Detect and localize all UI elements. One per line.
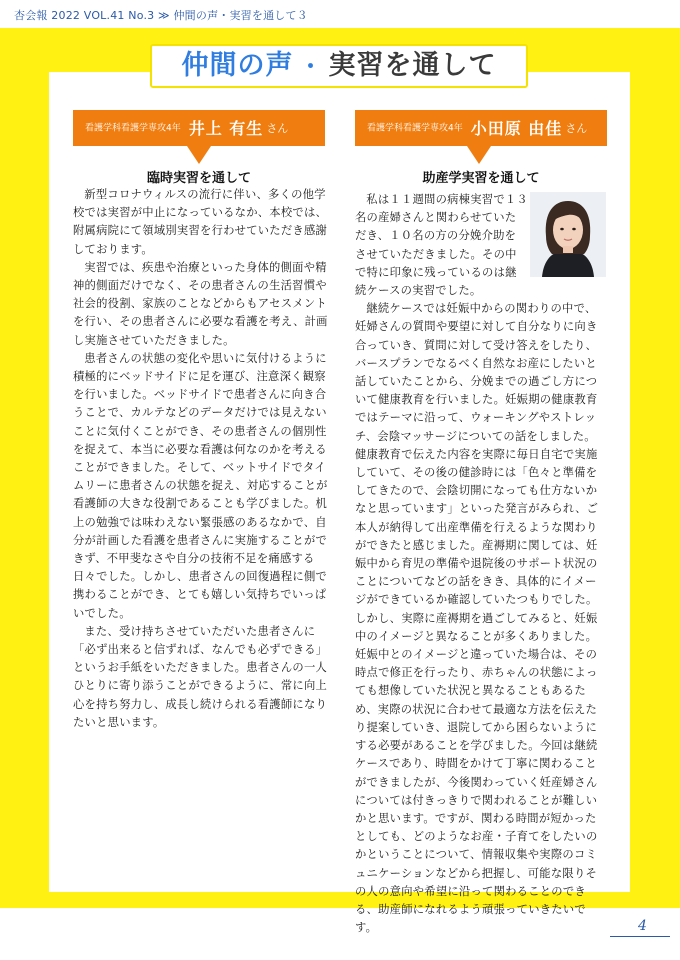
right-intro-line: で特に印象に残っているのは継 [355, 265, 517, 279]
right-department: 看護学科看護学専攻4年 [367, 123, 463, 134]
right-student-name: 小田原 由佳 [470, 118, 563, 138]
right-intro-line: 名の産婦さんと関わらせていた [355, 211, 517, 225]
right-intro-line: 続ケースの実習でした。 [355, 284, 482, 298]
right-banner-pointer [467, 146, 491, 164]
page-number: 4 [638, 918, 647, 934]
left-article-body [73, 186, 331, 732]
right-article-body [355, 191, 605, 937]
right-name-banner [355, 110, 607, 146]
running-header: 杏会報 2022 VOL.41 No.3 ≫ 仲間の声・実習を通して３ [14, 9, 308, 22]
left-paragraph: 実習では、疾患や治療といった身体的側面や精神的側面だけでなく、その患者さんの生活習慣や社会的役割、家族のことなどからもアセスメントを行い、その患者さんに必要な看護を考え、計画し実施させていただきました。 [73, 260, 328, 347]
left-paragraph: 患者さんの状態の変化や思いに気付けるように積極的にベッドサイドに足を運び、注意深く観察を行いました。ベッドサイドで患者さんに向き合うことで、カルテなどのデータだけでは見えないことに気付くことができ、その患者さんの個別性を捉えて、本当に必要な看護は何なのかを考えることができました。そして、ベットサイドでタイムリーに患者さんの状態を捉え、対応することが看護師の大きな役割であることも学びました。机上の勉強では味わえない緊張感のあるなかで、自分が計画した看護を患者さんに実施することができず、不甲斐なさや自分の技術不足を痛感する日々でした。しかし、患者さんの回復過程に側で携わることができ、とても嬉しい気持ちでいっぱいでした。 [73, 351, 328, 620]
page-number-rule [610, 936, 670, 937]
right-intro-line: させていただきました。その中 [355, 247, 517, 261]
left-honorific: さん [266, 121, 289, 135]
page-title [150, 44, 528, 88]
left-paragraph: 新型コロナウィルスの流行に伴い、多くの他学校では実習が中止になっているなか、本校では、附属病院にて領域別実習を行わせていただき感謝しております。 [73, 188, 328, 256]
right-subtitle: 助産学実習を通して [422, 171, 540, 186]
left-name-banner [73, 110, 325, 146]
right-intro-line: 私は１１週間の病棟実習で１３ [366, 193, 528, 206]
title-part1: 仲間の声 [181, 50, 294, 81]
left-paragraph: また、受け持ちさせていただいた患者さんに「必ず出来ると信ずれば、なんでも必ずできる」というお手紙をいただきました。患者さんの一人ひとりに寄り添うことができるように、常に向上心を持ち努力し、成長し続けられる看護師になりたいと思います。 [73, 624, 328, 729]
left-banner-pointer [187, 146, 211, 164]
right-intro-line: だき、１０名の方の分娩介助を [355, 229, 517, 243]
left-subtitle: 臨時実習を通して [146, 171, 251, 186]
title-part2: 実習を通して [328, 50, 497, 81]
left-student-name: 井上 有生 [188, 118, 264, 138]
right-honorific: さん [565, 121, 588, 135]
title-separator: ・ [299, 55, 323, 80]
left-department: 看護学科看護学専攻4年 [85, 123, 181, 134]
right-paragraph: 継続ケースでは妊娠中からの関わりの中で、妊婦さんの質問や要望に対して自分なりに向き合っていき、質問に対して受け答えをしたり、バースプランでなるべく自然なお産にしたいと話していたことから、分娩までの過ごし方について健康教育を行いました。妊娠期の健康教育ではテーマに沿って、ウォーキングやストレッチ、会陰マッサージについての話をしました。健康教育で伝えた内容を実際に毎日自宅で実施していて、その後の健診時には「色々と準備をしてきたので、会陰切開になっても仕方ないかなと思っています」といった発言がみられ、ご本人が納得して出産準備を行えるような関わりができたと感じました。産褥期に関しては、妊娠中から育児の準備や退院後のサポート状況のことについてなどの話をきき、具体的にイメージができているか確認していたつもりでした。しかし、実際に産褥期を過ごしてみると、妊娠中のイメージと異なることが多くありました。妊娠中とのイメージと違っていた場合は、その時点で修正を行ったり、赤ちゃんの状態によっても想像していた状況と異なることもあるため、実際の状況に合わせて最適な方法を伝えたり提案していき、退院してから困らないようにする必要があることを学びました。今回は継続ケースであり、時間をかけて丁寧に関わることができましたが、今後関わっていく妊産婦さんについては付きっきりで関われることが難しいかと思います。ですが、関わる時間が短かったとしても、どのようなお産・子育てをしたいのかということについて、情報収集や実際のコミュニケーションなどから把握し、可能な限りその人の意向や希望に沿って関わることのできる、助産師になれるよう頑張っていきたいです。 [355, 302, 599, 935]
